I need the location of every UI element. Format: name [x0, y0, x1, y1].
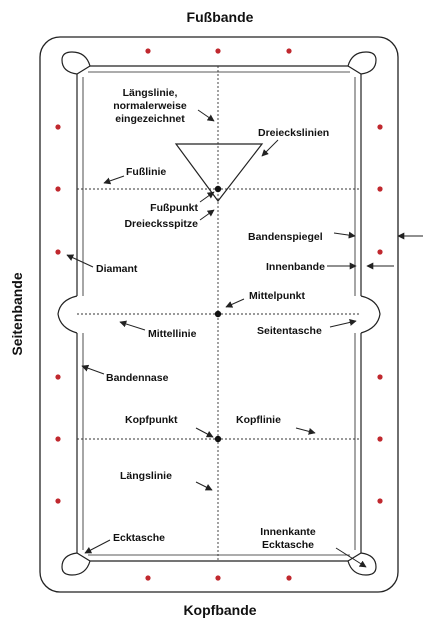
arrow: [67, 255, 93, 267]
diamond: [145, 575, 150, 580]
diamond: [377, 498, 382, 503]
diamond: [55, 186, 60, 191]
label-mittelpunkt: Mittelpunkt: [249, 290, 305, 302]
arrow: [82, 366, 104, 374]
arrow: [296, 428, 315, 433]
diamond: [377, 374, 382, 379]
arrow: [334, 233, 355, 236]
rack-triangle: [176, 144, 262, 201]
label-innenkante-2: Ecktasche: [262, 539, 314, 551]
diamond: [55, 124, 60, 129]
corner-pocket-bottom-left: [62, 553, 90, 575]
label-kopflinie: Kopflinie: [236, 414, 281, 426]
arrow: [200, 192, 214, 202]
diamond: [215, 575, 220, 580]
title-kopfbande: Kopfbande: [183, 602, 257, 618]
annotation-arrows: [67, 110, 423, 567]
diamond: [55, 498, 60, 503]
fusspunkt-dot: [215, 186, 221, 192]
diamond: [377, 124, 382, 129]
diamond: [377, 436, 382, 441]
arrow: [120, 322, 145, 330]
diamond: [55, 436, 60, 441]
label-laengslinie-bottom: Längslinie: [120, 470, 172, 482]
side-pocket-left: [58, 296, 77, 333]
label-bandennase: Bandennase: [106, 372, 169, 384]
label-ecktasche: Ecktasche: [113, 532, 165, 544]
corner-pocket-top-right: [348, 52, 376, 74]
label-mittellinie: Mittellinie: [148, 328, 197, 340]
diamond: [286, 48, 291, 53]
label-dreiecksspitze: Dreiecksspitze: [124, 218, 198, 230]
arrow: [226, 299, 244, 307]
label-innenkante-1: Innenkante: [260, 526, 316, 538]
label-seitentasche: Seitentasche: [257, 325, 322, 337]
arrow: [85, 540, 110, 553]
label-fusslinie: Fußlinie: [126, 166, 167, 178]
diamond: [215, 48, 220, 53]
arrow: [262, 140, 278, 156]
label-kopfpunkt: Kopfpunkt: [125, 414, 178, 426]
side-pocket-right: [361, 296, 380, 333]
title-fussbande: Fußbande: [186, 9, 254, 25]
label-innenbande: Innenbande: [266, 261, 325, 273]
arrow: [104, 176, 124, 183]
arrow: [196, 428, 213, 437]
diamond: [55, 374, 60, 379]
title-seitenbande: Seitenbande: [9, 272, 25, 356]
mittelpunkt-dot: [215, 311, 221, 317]
diamond: [145, 48, 150, 53]
label-laengslinie-3: eingezeichnet: [115, 113, 185, 125]
arrow: [198, 110, 214, 121]
label-bandenspiegel: Bandenspiegel: [248, 231, 323, 243]
label-diamant: Diamant: [96, 263, 138, 275]
label-laengslinie-2: normalerweise: [113, 100, 187, 112]
diamond: [377, 186, 382, 191]
label-dreieckslinien: Dreieckslinien: [258, 127, 330, 139]
arrow: [330, 321, 356, 327]
diamond: [286, 575, 291, 580]
kopfpunkt-dot: [215, 436, 221, 442]
corner-pocket-top-left: [62, 52, 90, 74]
diamond: [55, 249, 60, 254]
diamond: [377, 249, 382, 254]
label-fusspunkt: Fußpunkt: [150, 202, 198, 214]
arrow: [200, 210, 214, 220]
label-laengslinie-1: Längslinie,: [122, 87, 178, 99]
arrow: [196, 482, 212, 490]
